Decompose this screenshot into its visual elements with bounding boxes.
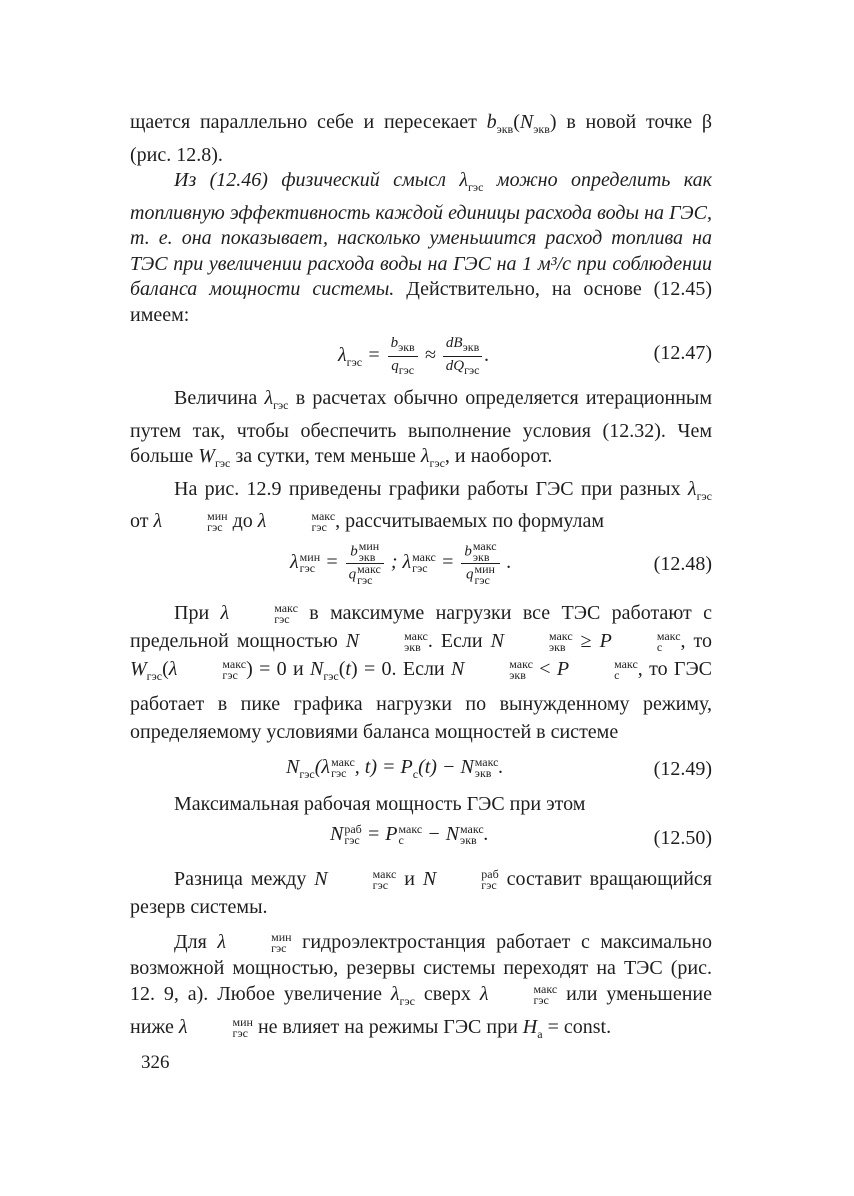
paragraph-6: Максимальная рабочая мощность ГЭС при этом	[174, 792, 586, 815]
equation-number: (12.47)	[653, 342, 712, 364]
equation-12-47: $\lambda_{гэс}$ = $\frac{b_{экв}}{q_{гэс}}$ ≈ $\frac{dB_{экв}}{dQ_{гэс}}$ . (12.47)	[338, 335, 712, 377]
paragraph-1: щается параллельно себе и пересекает $b_{экв}(N_{экв})$ в новой точке β (рис. 12.8).	[130, 111, 713, 166]
paragraph-3: Величина $\lambda_{гэс}$ в расчетах обычно определяется итерационным путем так, чтобы обеспечить выполнение условия (12.32). Чем больше $W_{гэс}$ за сутки, тем меньше $\lambda_{гэс}$, и наоборот.	[130, 387, 712, 470]
equation-12-49: $N_{гэс}(\lambda$ макс гэс , $t) = P_с(t) - N$ макс экв . (12.49)	[286, 754, 712, 781]
paragraph-7: Разница между N макс гэс и N раб гэс составит вращающийся резерв системы.	[130, 867, 712, 918]
paragraph-5: При λ макс гэс в максимуме нагрузки все ТЭС работают с предельной мощностью N макс экв . Если N макс экв ≥ P макс с , то $W_{гэс}(\lambda$ макс гэс ) = 0 и $N_{гэс}(t) = 0$. Если N макс экв < P макс с , то ГЭС работает в пике графика нагрузки по вынужденному режиму, определяемому условиями баланса мощностей в системе	[130, 600, 712, 743]
equation-number: (12.48)	[653, 552, 712, 575]
equation-number: (12.49)	[653, 757, 712, 780]
equation-12-48: λ мин гэс = b мин экв q макс гэс ; λ макс гэс = b макс экв q мин гэс . (12.48)	[290, 538, 712, 587]
paragraph-8: Для λ мин гэс гидроэлектростанция работает с максимально возможной мощностью, резервы системы переходят на ТЭС (рис. 12. 9, а). Любое увеличение $\lambda_{гэс}$ сверх λ макс гэс или уменьшение ниже λ мин гэс не влияет на режимы ГЭС при $H_а$ = const.	[130, 930, 712, 1041]
equation-12-50: N раб гэс = P макс с − N макс экв . (12.50)	[330, 822, 712, 849]
paragraph-4: На рис. 12.9 приведены графики работы ГЭС при разных $\lambda_{гэс}$ от λ мин гэс до λ макс гэс , рассчитываемых по формулам	[130, 477, 712, 535]
page-number: 326	[141, 1052, 170, 1073]
equation-number: (12.50)	[653, 827, 712, 849]
paragraph-2: Из (12.46) физический смысл $\lambda_{гэс}$ можно определить как топливную эффективность каждой единицы расхода воды на ГЭС, т. е. она показывает, насколько уменьшится расход топлива на ТЭС при увеличении расхода воды на ГЭС на 1 м³/с при соблюдении баланса мощности системы. Действительно, на основе (12.45) имеем:	[130, 169, 712, 326]
page-body	[130, 110, 712, 1047]
